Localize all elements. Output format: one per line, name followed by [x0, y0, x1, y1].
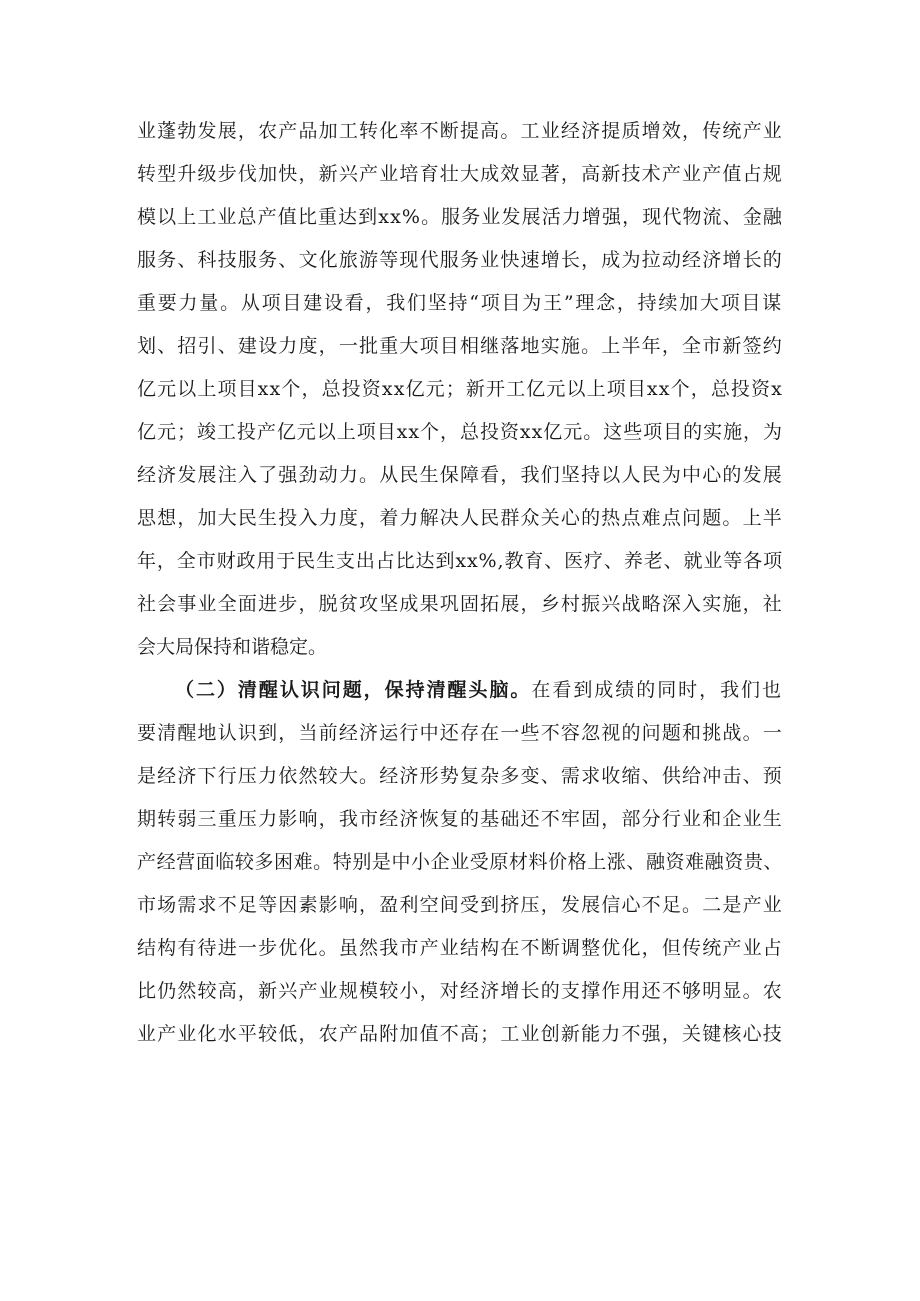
- text-line: 业产业化水平较低，农产品附加值不高；工业创新能力不强，关键核心技: [137, 1023, 783, 1045]
- text-line: 经济发展注入了强劲动力。从民生保障看，我们坚持以人民为中心的发展: [137, 464, 783, 486]
- text-line: 年，全市财政用于民生支出占比达到xx%,教育、医疗、养老、就业等各项: [137, 550, 783, 572]
- text-line: 划、招引、建设力度，一批重大项目相继落地实施。上半年，全市新签约: [137, 335, 783, 357]
- text-line: 比仍然较高，新兴产业规模较小，对经济增长的支撑作用还不够明显。农: [137, 980, 783, 1002]
- text-line: 思想，加大民生投入力度，着力解决人民群众关心的热点难点问题。上半: [137, 507, 783, 529]
- section-heading: （二）清醒认识问题，保持清醒头脑。: [175, 679, 532, 701]
- text-line: 亿元以上项目xx个，总投资xx亿元；新开工亿元以上项目xx个，总投资x: [137, 378, 783, 400]
- text-line: 转型升级步伐加快，新兴产业培育壮大成效显著，高新技术产业产值占规: [137, 163, 783, 185]
- text-line: 亿元；竣工投产亿元以上项目xx个，总投资xx亿元。这些项目的实施，为: [137, 421, 783, 443]
- text-line: 重要力量。从项目建设看，我们坚持“项目为王”理念，持续加大项目谋: [137, 292, 783, 314]
- text-line: 要清醒地认识到，当前经济运行中还存在一些不容忽视的问题和挑战。一: [137, 722, 783, 744]
- text-line: 是经济下行压力依然较大。经济形势复杂多变、需求收缩、供给冲击、预: [137, 765, 783, 787]
- text-line: 市场需求不足等因素影响，盈利空间受到挤压，发展信心不足。二是产业: [137, 894, 783, 916]
- paragraph-achievements: [137, 110, 783, 669]
- text-line: 结构有待进一步优化。虽然我市产业结构在不断调整优化，但传统产业占: [137, 937, 783, 959]
- text-line: 产经营面临较多困难。特别是中小企业受原材料价格上涨、融资难融资贵、: [137, 851, 783, 873]
- text-line-first: [137, 669, 783, 712]
- text-line: 会大局保持和谐稳定。: [137, 636, 328, 658]
- text-line: 业蓬勃发展，农产品加工转化率不断提高。工业经济提质增效，传统产业: [137, 120, 783, 142]
- paragraph-problems: [137, 669, 783, 1056]
- text-line: 模以上工业总产值比重达到xx%。服务业发展活力增强，现代物流、金融: [137, 206, 783, 228]
- text-line: 社会事业全面进步，脱贫攻坚成果巩固拓展，乡村振兴战略深入实施，社: [137, 593, 783, 615]
- text-line: 期转弱三重压力影响，我市经济恢复的基础还不牢固，部分行业和企业生: [137, 808, 783, 830]
- document-body: [137, 110, 783, 1056]
- heading-line-rest: 在看到成绩的同时，我们也: [531, 679, 783, 701]
- text-line: 服务、科技服务、文化旅游等现代服务业快速增长，成为拉动经济增长的: [137, 249, 783, 271]
